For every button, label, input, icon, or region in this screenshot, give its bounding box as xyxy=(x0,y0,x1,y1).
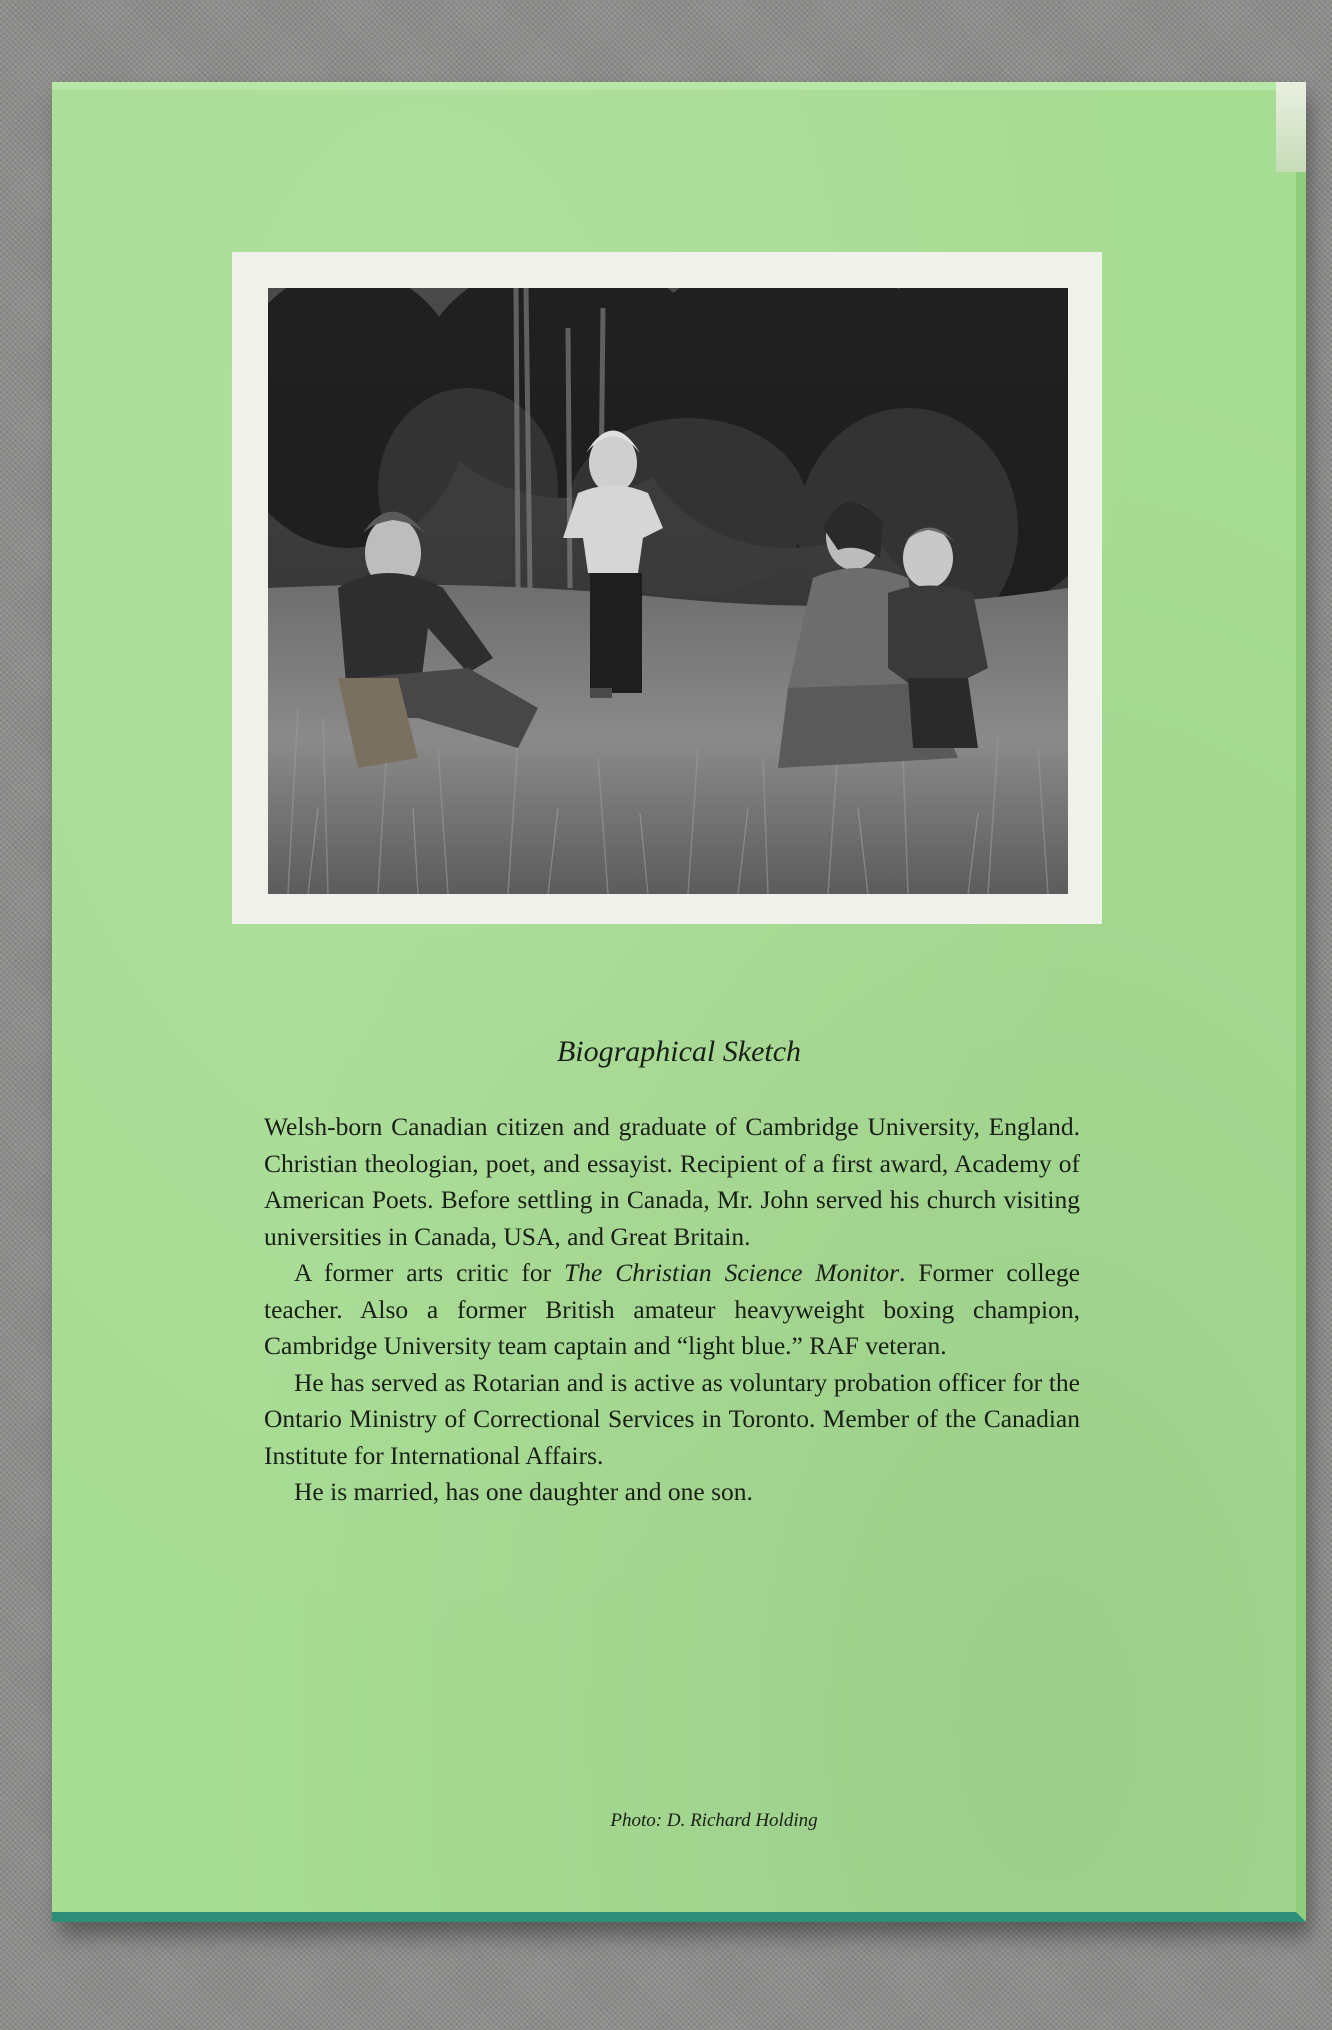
bio-paragraph-1: Welsh-born Canadian citizen and graduate of Cambridge University, England. Christian theologian, poet, and essayist. Recipient of a first award, Academy of American Poets. Before settling in Canada, Mr. John served his church visiting universities in Canada, USA, and Great Britain. xyxy=(264,1112,1080,1251)
bio-paragraph-3: He has served as Rotarian and is active as voluntary probation officer for the Ontario Ministry of Correctional Services in Toronto. Member of the Canadian Institute for International Affairs. xyxy=(264,1367,1080,1470)
cover-top-edge xyxy=(52,82,1296,90)
book-back-cover xyxy=(52,82,1306,1922)
photo-frame xyxy=(232,252,1102,924)
worn-corner xyxy=(1276,82,1306,172)
bio-p2-after: . Former college teacher. Also a former British amateur heavyweight boxing champion, Cambridge University team captain and “light blue.” RAF veteran. xyxy=(264,1258,1080,1360)
bio-p2-before: A former arts critic for xyxy=(294,1258,565,1287)
bio-paragraph-2 xyxy=(264,1255,1080,1365)
publication-title: The Christian Science Monitor xyxy=(564,1258,900,1287)
family-photo-image xyxy=(268,288,1068,894)
section-title: Biographical Sketch xyxy=(556,1035,802,1068)
bio-paragraph-4: He is married, has one daughter and one son. xyxy=(294,1477,753,1506)
photo-credit: Photo: D. Richard Holding xyxy=(610,1810,818,1831)
biography-text xyxy=(264,1109,1080,1511)
